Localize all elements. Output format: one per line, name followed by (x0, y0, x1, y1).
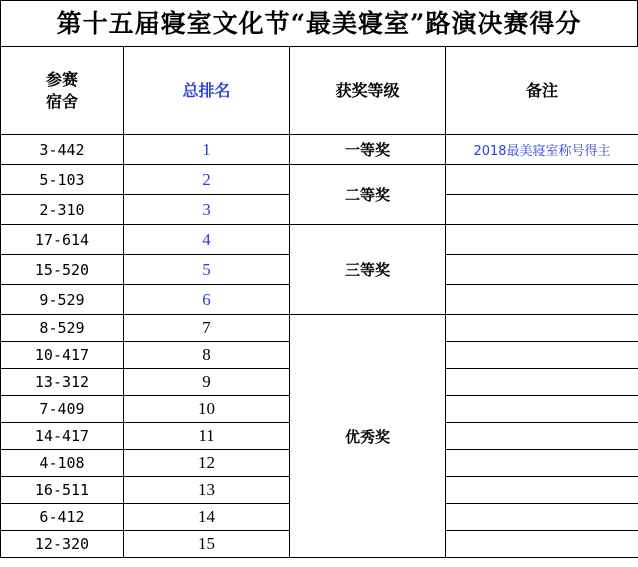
note-cell (446, 342, 638, 369)
dorm-cell: 10-417 (1, 342, 124, 369)
dorm-cell: 12-320 (1, 531, 124, 558)
note-cell: 2018最美寝室称号得主 (446, 135, 638, 165)
dorm-cell: 17-614 (1, 225, 124, 255)
dorm-cell: 14-417 (1, 423, 124, 450)
rank-cell: 11 (124, 423, 290, 450)
award-excellent: 优秀奖 (290, 315, 446, 558)
dorm-cell: 3-442 (1, 135, 124, 165)
dorm-cell: 2-310 (1, 195, 124, 225)
dorm-cell: 5-103 (1, 165, 124, 195)
dorm-cell: 6-412 (1, 504, 124, 531)
note-cell (446, 504, 638, 531)
dorm-cell: 15-520 (1, 255, 124, 285)
rank-cell: 8 (124, 342, 290, 369)
note-cell (446, 225, 638, 255)
note-cell (446, 315, 638, 342)
note-cell (446, 396, 638, 423)
header-rank: 总排名 (124, 47, 290, 135)
dorm-cell: 9-529 (1, 285, 124, 315)
results-table (0, 46, 638, 558)
note-cell (446, 165, 638, 195)
sheet-title: 第十五届寝室文化节“最美寝室”路演决赛得分 (0, 0, 638, 46)
award-first: 一等奖 (290, 135, 446, 165)
note-cell (446, 423, 638, 450)
rank-cell: 5 (124, 255, 290, 285)
note-cell (446, 531, 638, 558)
award-second: 二等奖 (290, 165, 446, 225)
note-cell (446, 195, 638, 225)
note-cell (446, 477, 638, 504)
rank-cell: 7 (124, 315, 290, 342)
rank-cell: 15 (124, 531, 290, 558)
header-dorm (1, 47, 124, 135)
rank-cell: 3 (124, 195, 290, 225)
dorm-cell: 8-529 (1, 315, 124, 342)
rank-cell: 6 (124, 285, 290, 315)
table-row (1, 315, 638, 342)
rank-cell: 1 (124, 135, 290, 165)
rank-cell: 14 (124, 504, 290, 531)
dorm-cell: 16-511 (1, 477, 124, 504)
rank-cell: 13 (124, 477, 290, 504)
header-award: 获奖等级 (290, 47, 446, 135)
note-cell (446, 285, 638, 315)
rank-cell: 9 (124, 369, 290, 396)
header-row (1, 47, 638, 135)
note-cell (446, 369, 638, 396)
table-row (1, 135, 638, 165)
rank-cell: 12 (124, 450, 290, 477)
rank-cell: 2 (124, 165, 290, 195)
dorm-cell: 7-409 (1, 396, 124, 423)
header-dorm-line1: 参赛 (45, 69, 78, 89)
note-cell (446, 255, 638, 285)
table-row (1, 165, 638, 195)
dorm-cell: 4-108 (1, 450, 124, 477)
table-row (1, 225, 638, 255)
award-third: 三等奖 (290, 225, 446, 315)
rank-cell: 10 (124, 396, 290, 423)
header-dorm-line2: 宿舍 (45, 91, 78, 111)
dorm-cell: 13-312 (1, 369, 124, 396)
note-cell (446, 450, 638, 477)
rank-cell: 4 (124, 225, 290, 255)
header-note: 备注 (446, 47, 638, 135)
